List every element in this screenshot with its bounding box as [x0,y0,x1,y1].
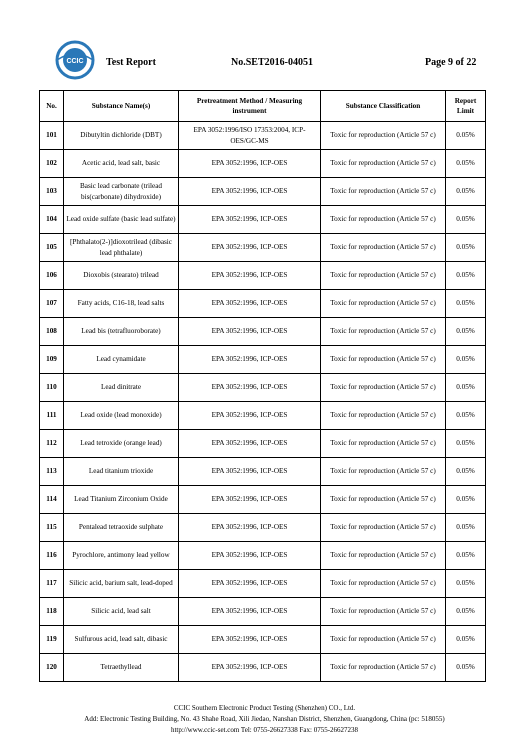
cell-substance: Acetic acid, lead salt, basic [64,150,179,178]
table-row [40,206,486,234]
cell-substance: [Phthalato(2-)]dioxotrilead (dibasic lead phthalate) [64,234,179,262]
table-row [40,346,486,374]
cell-classification: Toxic for reproduction (Article 57 c) [321,430,446,458]
cell-no: 118 [40,598,64,626]
cell-method: EPA 3052:1996, ICP-OES [179,402,321,430]
table-row [40,458,486,486]
cell-method: EPA 3052:1996, ICP-OES [179,374,321,402]
table-header-row [40,91,486,122]
cell-substance: Lead Titanium Zirconium Oxide [64,486,179,514]
cell-substance: Pentalead tetraoxide sulphate [64,514,179,542]
table-row [40,402,486,430]
col-header-limit: Report Limit [446,91,486,122]
cell-classification: Toxic for reproduction (Article 57 c) [321,542,446,570]
cell-no: 109 [40,346,64,374]
cell-no: 105 [40,234,64,262]
table-row [40,486,486,514]
table-row [40,234,486,262]
cell-method: EPA 3052:1996, ICP-OES [179,654,321,682]
table-row [40,430,486,458]
cell-classification: Toxic for reproduction (Article 57 c) [321,206,446,234]
cell-limit: 0.05% [446,318,486,346]
cell-limit: 0.05% [446,486,486,514]
col-header-classification: Substance Classification [321,91,446,122]
cell-no: 110 [40,374,64,402]
table-row [40,598,486,626]
cell-no: 108 [40,318,64,346]
cell-no: 111 [40,402,64,430]
cell-method: EPA 3052:1996, ICP-OES [179,262,321,290]
cell-limit: 0.05% [446,262,486,290]
cell-classification: Toxic for reproduction (Article 57 c) [321,570,446,598]
table-row [40,374,486,402]
cell-limit: 0.05% [446,514,486,542]
cell-substance: Lead tetroxide (orange lead) [64,430,179,458]
footer-company: CCIC Southern Electronic Product Testing (Shenzhen) CO., Ltd. [173,704,356,712]
cell-classification: Toxic for reproduction (Article 57 c) [321,234,446,262]
cell-classification: Toxic for reproduction (Article 57 c) [321,654,446,682]
cell-method: EPA 3052:1996, ICP-OES [179,486,321,514]
cell-no: 101 [40,122,64,150]
cell-no: 106 [40,262,64,290]
cell-substance: Tetraethyllead [64,654,179,682]
cell-limit: 0.05% [446,626,486,654]
cell-limit: 0.05% [446,346,486,374]
substance-table [39,90,486,682]
cell-limit: 0.05% [446,430,486,458]
cell-substance: Dibutyltin dichloride (DBT) [64,122,179,150]
cell-no: 107 [40,290,64,318]
cell-method: EPA 3052:1996, ICP-OES [179,598,321,626]
cell-substance: Lead oxide (lead monoxide) [64,402,179,430]
cell-method: EPA 3052:1996, ICP-OES [179,542,321,570]
cell-method: EPA 3052:1996, ICP-OES [179,234,321,262]
cell-classification: Toxic for reproduction (Article 57 c) [321,178,446,206]
cell-substance: Silicic acid, barium salt, lead-doped [64,570,179,598]
cell-no: 116 [40,542,64,570]
cell-method: EPA 3052:1996, ICP-OES [179,430,321,458]
cell-method: EPA 3052:1996, ICP-OES [179,626,321,654]
cell-limit: 0.05% [446,178,486,206]
cell-method: EPA 3052:1996/ISO 17353:2004, ICP-OES/GC-MS [179,122,321,150]
cell-limit: 0.05% [446,374,486,402]
cell-classification: Toxic for reproduction (Article 57 c) [321,346,446,374]
cell-classification: Toxic for reproduction (Article 57 c) [321,262,446,290]
cell-no: 113 [40,458,64,486]
cell-substance: Lead cynamidate [64,346,179,374]
table-row [40,122,486,150]
table-row [40,542,486,570]
cell-classification: Toxic for reproduction (Article 57 c) [321,150,446,178]
table-row [40,290,486,318]
table-row [40,318,486,346]
cell-limit: 0.05% [446,542,486,570]
cell-limit: 0.05% [446,122,486,150]
cell-method: EPA 3052:1996, ICP-OES [179,514,321,542]
cell-method: EPA 3052:1996, ICP-OES [179,290,321,318]
cell-substance: Lead oxide sulfate (basic lead sulfate) [64,206,179,234]
cell-substance: Basic lead carbonate (trilead bis(carbonate) dihydroxide) [64,178,179,206]
cell-substance: Lead bis (tetrafluoroborate) [64,318,179,346]
cell-substance: Fatty acids, C16-18, lead salts [64,290,179,318]
cell-no: 120 [40,654,64,682]
cell-classification: Toxic for reproduction (Article 57 c) [321,374,446,402]
cell-method: EPA 3052:1996, ICP-OES [179,346,321,374]
cell-no: 115 [40,514,64,542]
col-header-method: Pretreatment Method / Measuring instrument [179,91,321,122]
cell-method: EPA 3052:1996, ICP-OES [179,458,321,486]
cell-no: 114 [40,486,64,514]
cell-classification: Toxic for reproduction (Article 57 c) [321,626,446,654]
cell-limit: 0.05% [446,290,486,318]
cell-substance: Lead dinitrate [64,374,179,402]
cell-substance: Dioxobis (stearato) trilead [64,262,179,290]
cell-limit: 0.05% [446,206,486,234]
logo-text: CCIC [66,58,84,65]
cell-limit: 0.05% [446,598,486,626]
cell-limit: 0.05% [446,570,486,598]
table-row [40,626,486,654]
cell-no: 104 [40,206,64,234]
cell-substance: Silicic acid, lead salt [64,598,179,626]
cell-limit: 0.05% [446,458,486,486]
cell-classification: Toxic for reproduction (Article 57 c) [321,402,446,430]
report-header [0,0,529,90]
table-row [40,514,486,542]
col-header-no: No. [40,91,64,122]
cell-method: EPA 3052:1996, ICP-OES [179,318,321,346]
table-row [40,178,486,206]
cell-classification: Toxic for reproduction (Article 57 c) [321,598,446,626]
cell-classification: Toxic for reproduction (Article 57 c) [321,458,446,486]
table-row [40,570,486,598]
cell-classification: Toxic for reproduction (Article 57 c) [321,318,446,346]
cell-method: EPA 3052:1996, ICP-OES [179,178,321,206]
cell-no: 119 [40,626,64,654]
page-number: Page 9 of 22 [425,57,477,68]
ccic-logo-icon [55,40,95,80]
cell-substance: Lead titanium trioxide [64,458,179,486]
cell-no: 112 [40,430,64,458]
cell-classification: Toxic for reproduction (Article 57 c) [321,514,446,542]
report-number: No.SET2016-04051 [231,57,313,68]
table-row [40,654,486,682]
cell-classification: Toxic for reproduction (Article 57 c) [321,290,446,318]
cell-limit: 0.05% [446,654,486,682]
cell-substance: Pyrochlore, antimony lead yellow [64,542,179,570]
footer-contact: http://www.ccic-set.com Tel: 0755-26627338 Fax: 0755-26627238 [170,726,359,734]
report-title: Test Report [106,57,156,68]
cell-method: EPA 3052:1996, ICP-OES [179,206,321,234]
cell-no: 117 [40,570,64,598]
cell-method: EPA 3052:1996, ICP-OES [179,570,321,598]
cell-classification: Toxic for reproduction (Article 57 c) [321,122,446,150]
cell-substance: Sulfurous acid, lead salt, dibasic [64,626,179,654]
cell-limit: 0.05% [446,402,486,430]
cell-no: 102 [40,150,64,178]
cell-classification: Toxic for reproduction (Article 57 c) [321,486,446,514]
col-header-substance: Substance Name(s) [64,91,179,122]
table-row [40,262,486,290]
cell-method: EPA 3052:1996, ICP-OES [179,150,321,178]
cell-no: 103 [40,178,64,206]
table-row [40,150,486,178]
table-body [40,122,486,682]
cell-limit: 0.05% [446,150,486,178]
cell-limit: 0.05% [446,234,486,262]
footer-address: Add: Electronic Testing Building, No. 43 Shahe Road, Xili Jiedao, Nanshan District, Shenzhen, Guangdong, China (pc: 518055) [84,715,445,723]
